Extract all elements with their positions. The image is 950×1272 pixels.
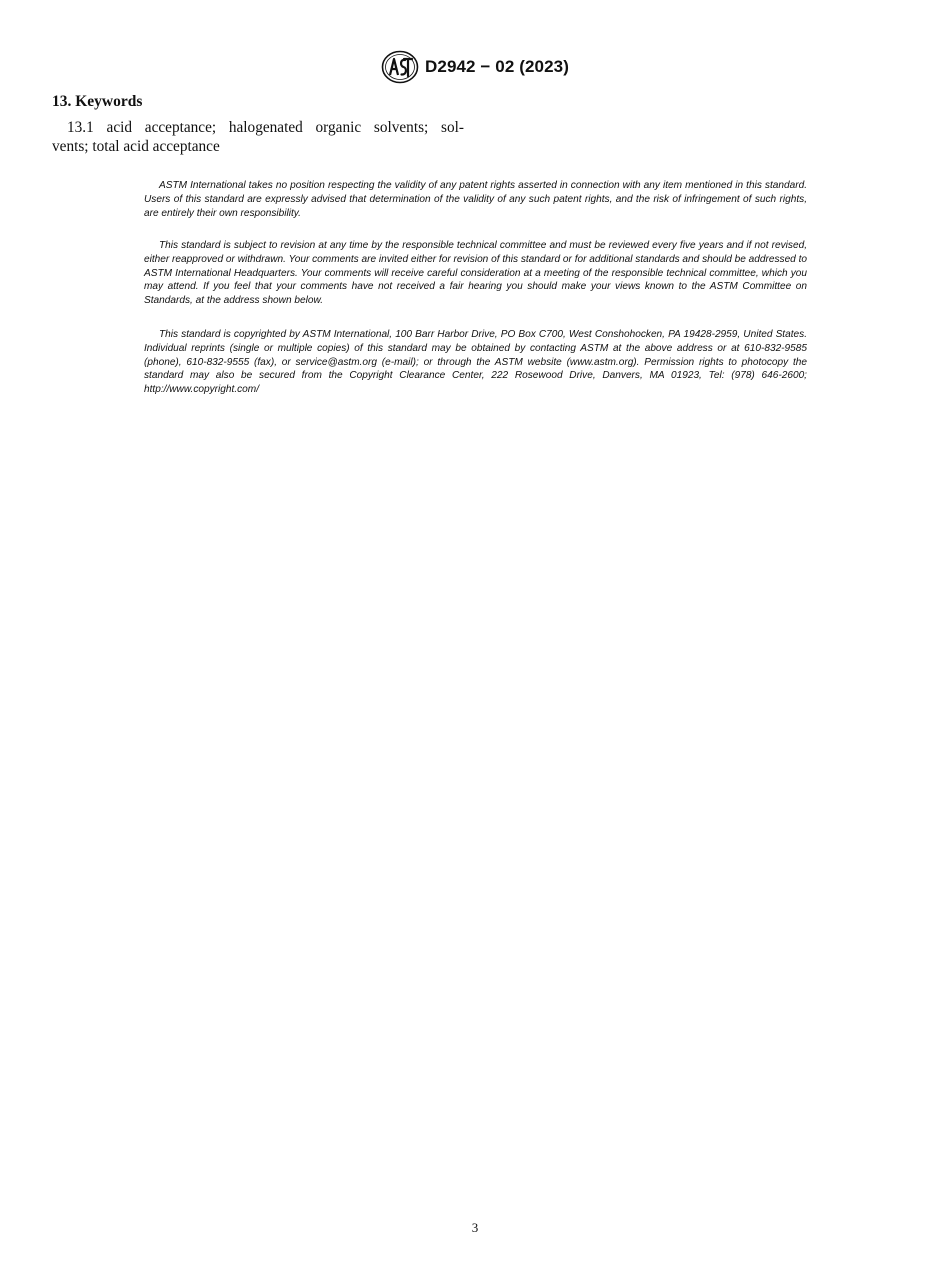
revision-notice: [144, 239, 807, 308]
page-number: 3: [471, 1220, 479, 1235]
notice-text: ASTM International takes no position respecting the validity of any patent rights asserted in connection with any item mentioned in this standard. Users of this standard are expressly advised that determination of the validity of any such patent rights, and the risk of infringement of such rights, are entirely their own responsibility.: [144, 180, 807, 219]
notice-text: This standard is subject to revision at any time by the responsible technical committee and must be reviewed every five years and if not revised, either reapproved or withdrawn. Your comments are invited either for revision of this standard or for additional standards and should be addressed to ASTM International Headquarters. Your comments will receive careful consideration at a meeting of the responsible technical committee, which you may attend. If you feel that your comments have not received a fair hearing you should make your views known to the ASTM Committee on Standards, at the address shown below.: [144, 240, 808, 307]
paragraph-line: 13.1 acid acceptance; halogenated organic solvents; sol-: [67, 119, 464, 136]
astm-logo-icon: [381, 50, 419, 84]
patent-notice: [144, 179, 807, 220]
standard-designation: D2942 − 02 (2023): [425, 57, 569, 76]
section-heading: 13. Keywords: [52, 93, 143, 110]
notice-text: This standard is copyrighted by ASTM International, 100 Barr Harbor Drive, PO Box C700, West Conshohocken, PA 19428-2959, United States. Individual reprints (single or multiple copies) of this standard may be obtained by contacting ASTM at the above address or at 610-832-9585 (phone), 610-832-9555 (fax), or service@astm.org (e-mail); or through the ASTM website (www.astm.org). Permission rights to photocopy the standard may also be secured from the Copyright Clearance Center, 222 Rosewood Drive, Danvers, MA 01923, Tel: (978) 646-2600; http://www.copyright.com/: [144, 329, 807, 396]
copyright-notice: [144, 328, 807, 397]
paragraph-line: vents; total acid acceptance: [52, 138, 220, 155]
page-header: [0, 50, 950, 84]
section-paragraph: [52, 118, 464, 156]
